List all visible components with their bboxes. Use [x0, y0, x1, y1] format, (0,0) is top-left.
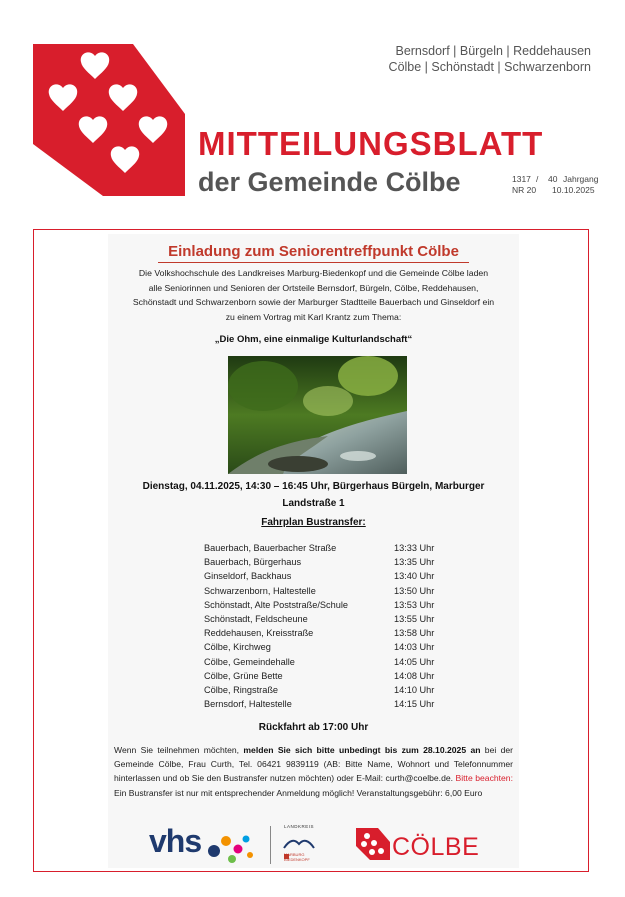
logo-separator [270, 826, 271, 864]
flyer-title: Einladung zum Seniorentreffpunkt Cölbe [168, 243, 459, 260]
schedule-time: 14:03 Uhr [394, 642, 435, 653]
marburg-label: MARBURG [284, 852, 305, 857]
lecture-theme: „Die Ohm, eine einmalige Kulturlandschaft“ [214, 334, 413, 345]
schedule-row [204, 657, 444, 671]
coelbe-wordmark: CÖLBE [392, 833, 480, 861]
note-deadline: melden Sie sich bitte unbedingt bis zum 28.10.2025 an [243, 745, 481, 755]
schedule-time: 13:58 Uhr [394, 628, 435, 639]
vhs-dots-icon [202, 827, 262, 865]
schedule-stop: Reddehausen, Kreisstraße [204, 628, 314, 639]
biedenkopf-label: BIEDENKOPF [284, 857, 310, 862]
schedule-time: 13:40 Uhr [394, 571, 435, 582]
note-warning: Bitte beachten: [455, 773, 513, 784]
schedule-stop: Cölbe, Grüne Bette [204, 670, 283, 681]
schedule-stop: Bernsdorf, Haltestelle [204, 699, 292, 710]
landkreis-text [284, 852, 310, 862]
river-landscape-photo [228, 356, 407, 474]
bus-schedule [204, 543, 444, 713]
schedule-stop: Bauerbach, Bauerbacher Straße [204, 543, 337, 553]
schedule-time: 14:10 Uhr [394, 684, 435, 695]
schedule-row [204, 685, 444, 699]
flyer-intro [114, 266, 513, 324]
page-subtitle: der Gemeinde Cölbe [198, 167, 461, 197]
schedule-title: Fahrplan Bustransfer: [261, 517, 366, 528]
schedule-stop: Schwarzenborn, Haltestelle [204, 585, 316, 596]
intro-line: Die Volkshochschule des Landkreises Marburg-Biedenkopf und die Gemeinde Cölbe laden [138, 268, 489, 278]
flyer [108, 234, 519, 868]
note-text: bei der Gemeinde Cölbe, Frau Curth, Tel. 06421 9839119 (AB: Bitte Name, Wohnort und Telefonnummer hinterlassen und ob Sie den Bustransfer nutzen möchten) oder E-Mail: curth@coelbe.de. [114, 745, 514, 784]
schedule-row [204, 671, 444, 685]
note-text: Ein Bustransfer ist nur mit entsprechender Anmeldung möglich! Veranstaltungsgebühr: 6,00 Euro [114, 787, 483, 798]
schedule-time: 13:50 Uhr [394, 585, 435, 596]
intro-line: zu einem Vortrag mit Karl Krantz zum Thema: [225, 311, 402, 322]
schedule-stop: Ginseldorf, Backhaus [204, 571, 292, 582]
note-text: Wenn Sie teilnehmen möchten, [114, 745, 244, 755]
issue-nr: NR 20 [512, 185, 537, 195]
event-street: Landstraße 1 [282, 498, 345, 509]
issue-number: 1317 [512, 174, 531, 184]
schedule-row [204, 699, 444, 713]
vhs-logo: vhs [149, 823, 202, 859]
issue-year: 40 [548, 174, 558, 184]
schedule-stop: Schönstadt, Feldscheune [204, 613, 308, 624]
intro-line: alle Seniorinnen und Senioren der Ortsteile Bernsdorf, Bürgeln, Cölbe, Reddehausen, [148, 282, 479, 293]
issue-year-label: Jahrgang [563, 174, 599, 184]
schedule-row [204, 557, 444, 571]
schedule-stop: Cölbe, Ringstraße [204, 684, 279, 695]
landkreis-label: LANDKREIS [283, 824, 314, 829]
schedule-stop: Cölbe, Kirchweg [204, 642, 271, 653]
schedule-row [204, 543, 444, 557]
schedule-time: 13:33 Uhr [394, 543, 435, 553]
event-date-location: Dienstag, 04.11.2025, 14:30 – 16:45 Uhr, Bürgerhaus Bürgeln, Marburger [142, 481, 485, 492]
coelbe-coat-of-arms-logo [33, 44, 185, 196]
page-title: MITTEILUNGSBLATT [198, 125, 544, 162]
schedule-row [204, 571, 444, 585]
flyer-title-underline [158, 262, 469, 263]
schedule-time: 14:08 Uhr [394, 670, 435, 681]
schedule-row [204, 586, 444, 600]
schedule-time: 14:05 Uhr [394, 656, 435, 667]
registration-note [114, 743, 513, 800]
schedule-row [204, 628, 444, 642]
intro-line: Schönstadt und Schwarzenborn sowie der Marburger Stadtteile Bauerbach und Ginseldorf ein [132, 297, 495, 307]
schedule-time: 13:35 Uhr [394, 557, 435, 568]
issue-slash: / [536, 174, 539, 184]
schedule-row [204, 642, 444, 656]
schedule-row [204, 614, 444, 628]
places-line-2: Cölbe | Schönstadt | Schwarzenborn [388, 60, 591, 74]
schedule-stop: Schönstadt, Alte Poststraße/Schule [204, 599, 349, 610]
schedule-time: 13:55 Uhr [394, 613, 435, 624]
return-trip: Rückfahrt ab 17:00 Uhr [258, 722, 369, 733]
schedule-time: 14:15 Uhr [394, 699, 435, 710]
issue-date: 10.10.2025 [552, 185, 595, 195]
places-line-1: Bernsdorf | Bürgeln | Reddehausen [395, 44, 591, 58]
event-details [118, 478, 509, 512]
schedule-row [204, 600, 444, 614]
coelbe-hearts-icon [356, 828, 390, 860]
schedule-time: 13:53 Uhr [394, 599, 435, 610]
schedule-stop: Cölbe, Gemeindehalle [204, 656, 295, 667]
schedule-stop: Bauerbach, Bürgerhaus [204, 557, 302, 568]
